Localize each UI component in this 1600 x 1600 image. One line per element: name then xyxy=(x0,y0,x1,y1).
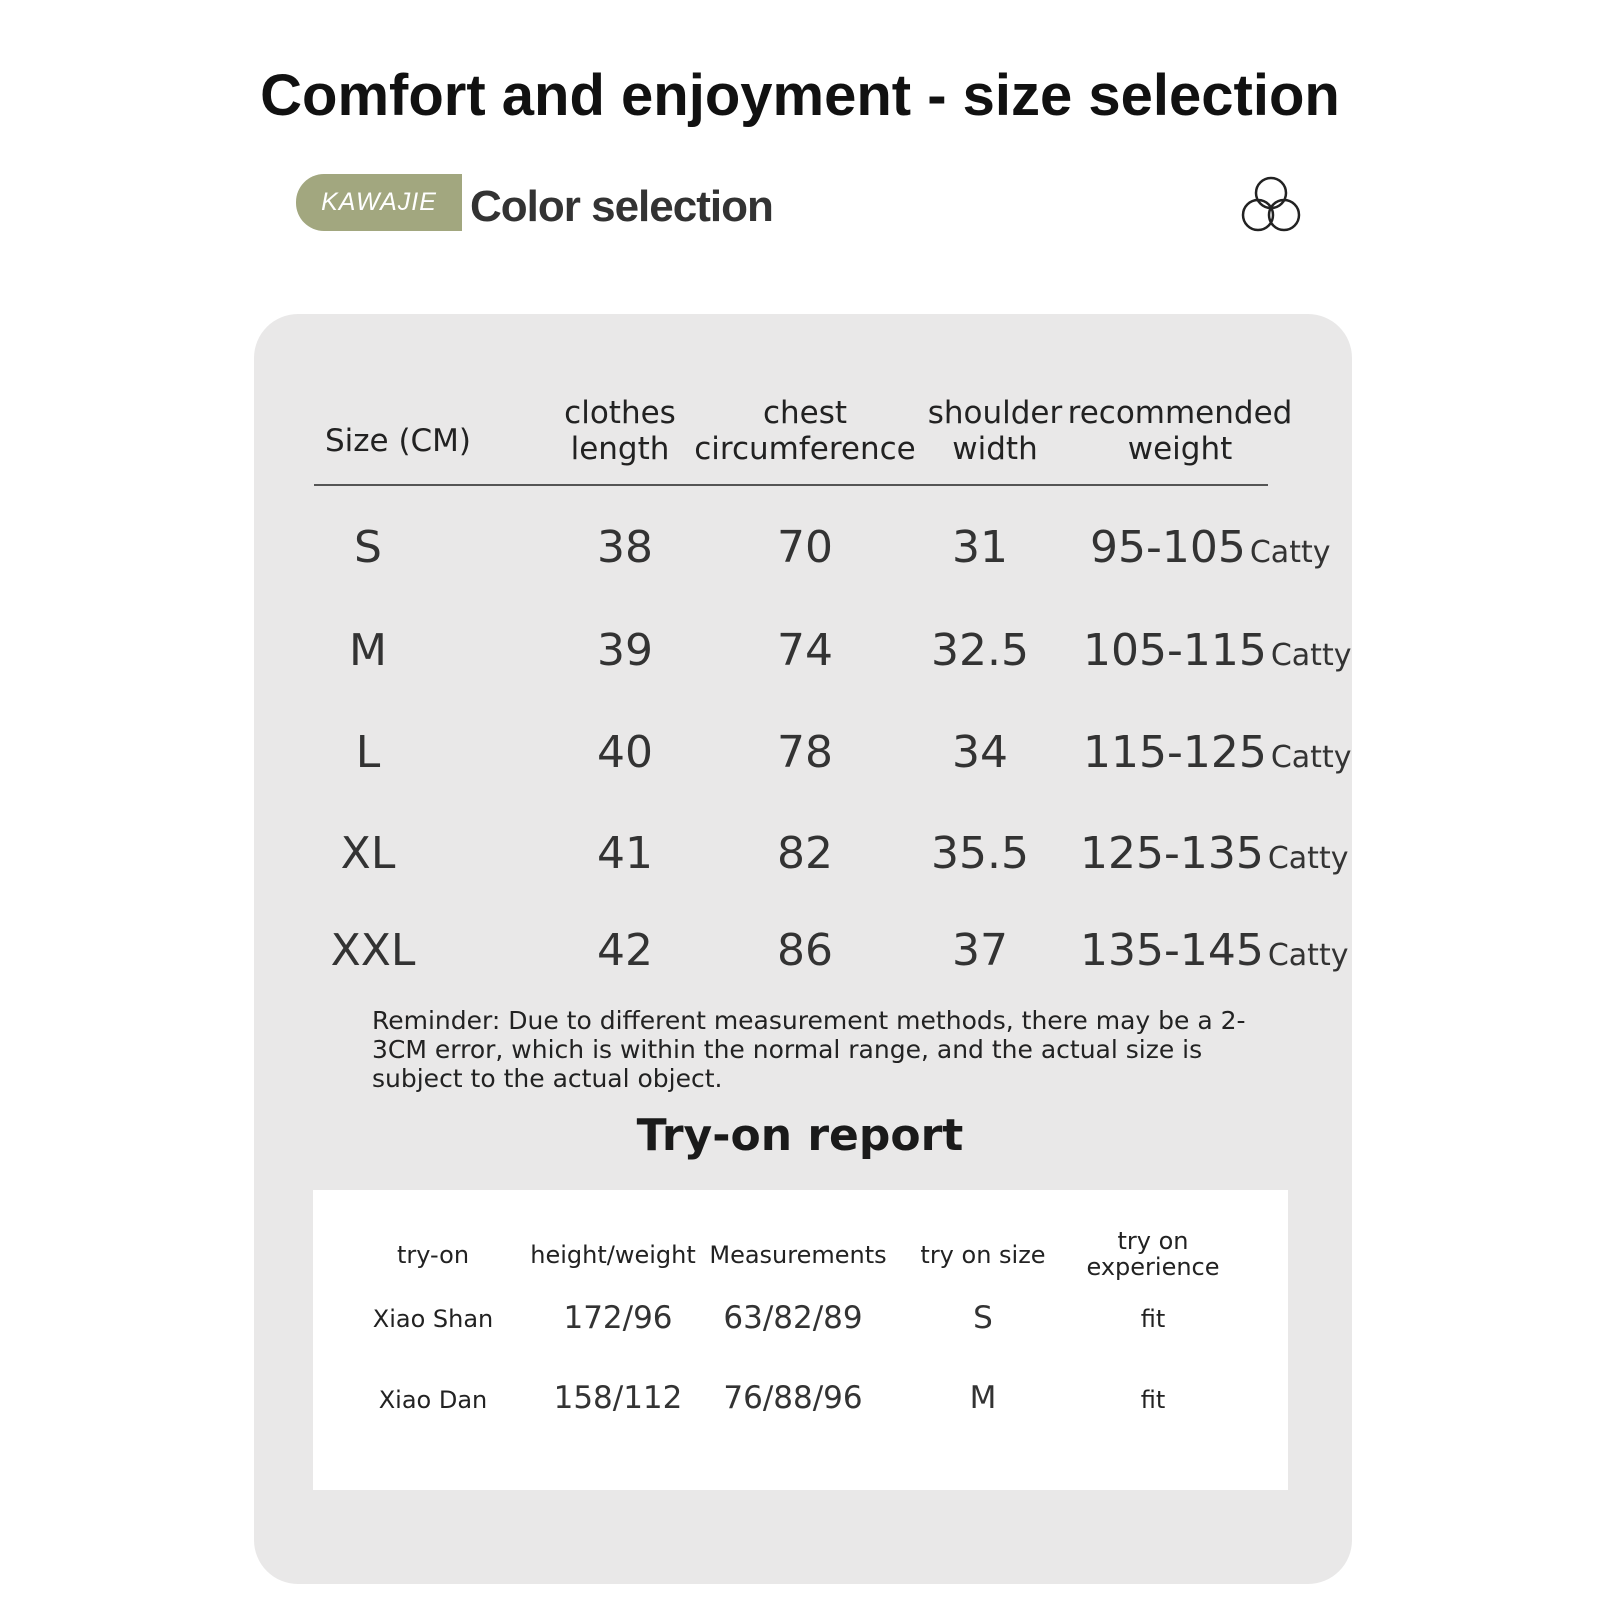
cell-weight: 105-115 Catty xyxy=(1083,625,1352,676)
header-size: Size (CM) xyxy=(324,423,472,459)
cell-shoulder: 34 xyxy=(952,727,1008,778)
tryon-header-height-weight: height/weight xyxy=(530,1241,696,1269)
cell-size: XL xyxy=(340,828,396,879)
tryon-cell-experience: fit xyxy=(1140,1386,1166,1414)
cell-weight: 125-135 Catty xyxy=(1080,828,1349,879)
cell-weight: 95-105 Catty xyxy=(1090,522,1331,573)
tryon-cell-experience: fit xyxy=(1140,1305,1166,1333)
tryon-header-measurements: Measurements xyxy=(709,1241,887,1269)
cell-weight: 135-145 Catty xyxy=(1080,925,1349,976)
cell-chest: 70 xyxy=(777,522,833,573)
tryon-cell-size: S xyxy=(973,1300,993,1336)
cell-shoulder: 31 xyxy=(952,522,1008,573)
page-title: Comfort and enjoyment - size selection xyxy=(260,63,1340,128)
header-chest-circumference: chest circumference xyxy=(694,395,916,467)
brand-logo-text: KAWAJIE xyxy=(321,188,437,216)
tryon-cell-name: Xiao Shan xyxy=(372,1305,494,1333)
cell-length: 38 xyxy=(597,522,653,573)
cell-length: 41 xyxy=(597,828,653,879)
header-shoulder-width: shoulder width xyxy=(927,395,1063,467)
cell-weight: 115-125 Catty xyxy=(1083,727,1352,778)
tryon-report-table xyxy=(313,1190,1288,1490)
cell-length: 40 xyxy=(597,727,653,778)
cell-length: 42 xyxy=(597,925,653,976)
cell-size: S xyxy=(354,522,382,573)
cell-shoulder: 32.5 xyxy=(931,625,1029,676)
weight-unit: Catty xyxy=(1267,841,1349,876)
cell-length: 39 xyxy=(597,625,653,676)
weight-unit: Catty xyxy=(1267,938,1349,973)
tryon-cell-measurements: 76/88/96 xyxy=(723,1380,863,1416)
tryon-cell-name: Xiao Dan xyxy=(378,1386,488,1414)
cell-shoulder: 37 xyxy=(952,925,1008,976)
cell-size: L xyxy=(355,727,381,778)
cell-chest: 86 xyxy=(777,925,833,976)
cell-chest: 78 xyxy=(777,727,833,778)
tryon-header-experience: try on experience xyxy=(1086,1227,1220,1281)
tryon-cell-size: M xyxy=(969,1380,997,1416)
section-label: Color selection xyxy=(470,182,773,231)
weight-unit: Catty xyxy=(1270,740,1352,775)
header-divider xyxy=(314,484,1268,486)
tryon-cell-height-weight: 158/112 xyxy=(553,1380,683,1416)
cell-chest: 82 xyxy=(777,828,833,879)
cell-shoulder: 35.5 xyxy=(931,828,1029,879)
weight-unit: Catty xyxy=(1249,535,1331,570)
tryon-cell-measurements: 63/82/89 xyxy=(723,1300,863,1336)
tryon-header-name: try-on xyxy=(396,1241,470,1269)
header-recommended-weight: recommended weight xyxy=(1067,395,1293,467)
tryon-title: Try-on report xyxy=(636,1110,964,1161)
header-clothes-length: clothes length xyxy=(564,395,676,467)
tryon-header-size: try on size xyxy=(920,1241,1046,1269)
weight-unit: Catty xyxy=(1270,638,1352,673)
reminder-text: Reminder: Due to different measurement methods, there may be a 2-3CM error, which is within the normal range, and the actual size is subject to the actual object. xyxy=(372,1006,1246,1093)
tryon-cell-height-weight: 172/96 xyxy=(563,1300,673,1336)
cell-size: XXL xyxy=(330,925,416,976)
cell-chest: 74 xyxy=(777,625,833,676)
cell-size: M xyxy=(349,625,387,676)
